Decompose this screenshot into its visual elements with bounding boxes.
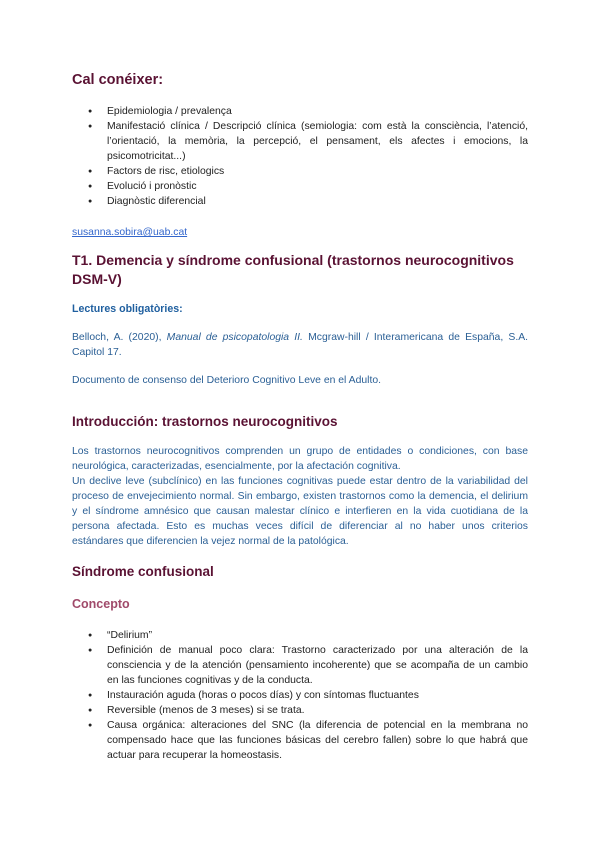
- email-link[interactable]: susanna.sobira@uab.cat: [72, 227, 188, 238]
- list-item: ● Definición de manual poco clara: Trastorno caracterizado por una alteración de la consciencia y de la atención (pensamiento incoherente) que se acompaña de un cambio en las funciones cognitivas y de la conducta.: [72, 643, 528, 688]
- concepto-list: [72, 628, 528, 763]
- list-item: ● Reversible (menos de 3 meses) si se trata.: [72, 703, 528, 718]
- sindrome-heading: Síndrome confusional: [72, 564, 214, 579]
- consenso-document: Documento de consenso del Deterioro Cognitivo Leve en el Adulto.: [72, 375, 382, 386]
- reference-title: Manual de psicopatologia II.: [166, 332, 303, 343]
- list-item: ● Manifestació clínica / Descripció clínica (semiologia: com està la consciència, l’atenció, l’orientació, la memòria, la percepció, el pensament, els afectes i emocions, la psicomotricitat...): [72, 119, 528, 164]
- lectures-heading: Lectures obligatòries:: [72, 303, 183, 315]
- intro-heading: Introducción: trastornos neurocognitivos: [72, 414, 338, 429]
- reference: [72, 330, 528, 360]
- cal-coneixer-list: [72, 104, 528, 209]
- list-item: ● Causa orgánica: alteraciones del SNC (la diferencia de potencial en la membrana no compensado hace que las funciones básicas del cerebro fallen) sobre lo que habrá que actuar para recuperar la homeostasis.: [72, 718, 528, 763]
- list-item: ● “Delirium”: [72, 628, 528, 643]
- reference-authors: Belloch, A. (2020),: [72, 332, 162, 343]
- list-item: ● Diagnòstic diferencial: [72, 194, 528, 209]
- reference-publisher: Mcgraw-hill / Interamericana de España, S.A. Capitol 17.: [72, 332, 529, 358]
- cal-coneixer-heading: Cal conéixer:: [72, 72, 164, 88]
- intro-paragraph-1: Los trastornos neurocognitivos comprenden un grupo de entidades o condiciones, con base neurológica, caracterizadas, esencialmente, por la afectación cognitiva.: [72, 446, 528, 472]
- concepto-heading: Concepto: [72, 597, 130, 611]
- list-item: ● Factors de risc, etiologics: [72, 164, 528, 179]
- intro-paragraph-2: Un declive leve (subclínico) en las funciones cognitivas puede estar dentro de la variabilidad del proceso de envejecimiento normal. Sin embargo, existen trastornos como la demencia, el delirium y el síndrome amnésico que causan malestar clínico e interfieren en la vida cuotidiana de la persona afectada. Esto es muchas veces difícil de diferenciar al no haber unos criterios estándares que diferencien la vejez normal de la patológica.: [72, 476, 528, 547]
- list-item: ● Instauración aguda (horas o pocos días) y con síntomas fluctuantes: [72, 688, 528, 703]
- list-item: ● Evolució i pronòstic: [72, 179, 528, 194]
- list-item: ● Epidemiologia / prevalença: [72, 104, 528, 119]
- t1-title: T1. Demencia y síndrome confusional (trastornos neurocognitivos DSM-V): [72, 252, 514, 287]
